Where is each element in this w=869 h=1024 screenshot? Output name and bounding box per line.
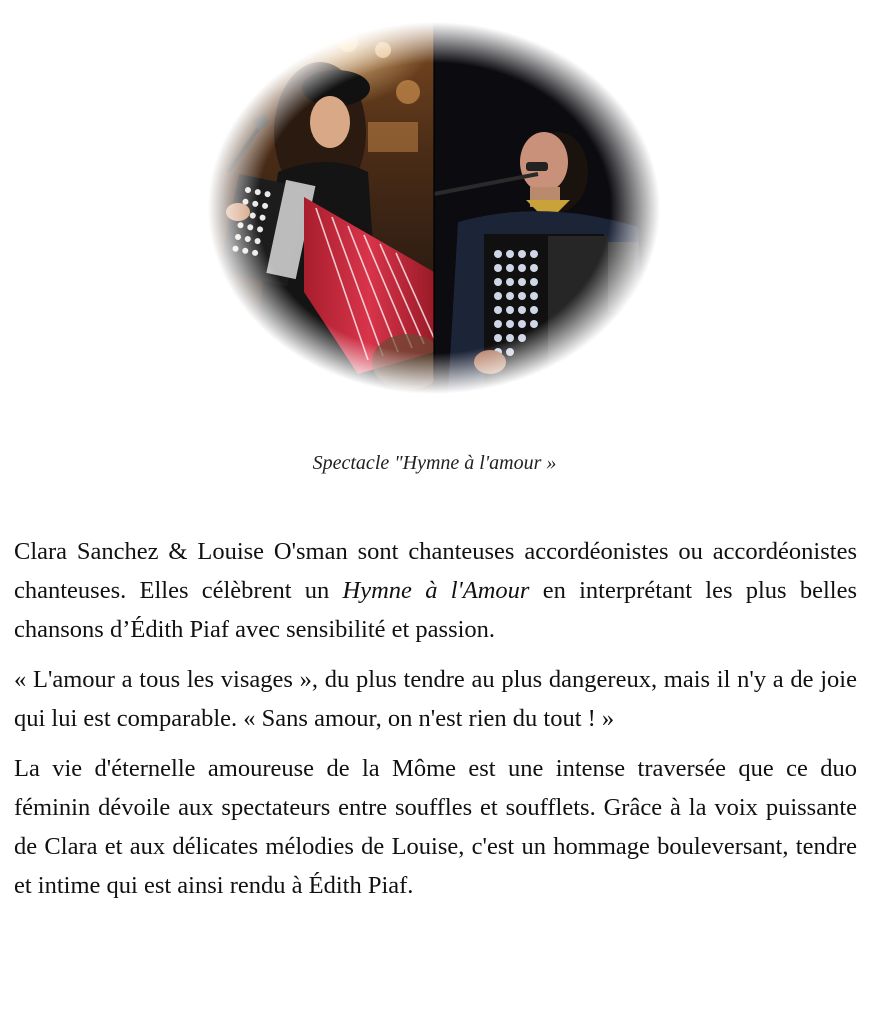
show-title: Hymne à l'Amour (342, 577, 530, 604)
article-body (14, 532, 857, 916)
paragraph-quote: « L'amour a tous les visages », du plus tendre au plus dangereux, mais il n'y a de joie qui lui est comparable. « Sans amour, on n'est rien du tout ! » (14, 666, 857, 732)
concert-photo (208, 22, 660, 394)
paragraph-intro (14, 532, 857, 649)
concert-photo-image (208, 22, 660, 394)
right-performer-photo (434, 22, 660, 394)
left-performer-photo (208, 22, 444, 394)
photo-caption: Spectacle "Hymne à l'amour » (312, 452, 557, 474)
intro-text-start: Clara Sanchez & Louise O'sman sont chanteuses accordéonistes ou accordéonistes chanteuses. Elles célèbrent un (14, 538, 857, 604)
paragraph-description: La vie d'éternelle amoureuse de la Môme est une intense traversée que ce duo féminin dévoile aux spectateurs entre souffles et soufflets. Grâce à la voix puissante de Clara et aux délicates mélodies de Louise, c'est un hommage bouleversant, tendre et intime qui est ainsi rendu à Édith Piaf. (14, 755, 857, 899)
intro-text-end: en interprétant les plus belles chansons d’Édith Piaf avec sensibilité et passion. (14, 577, 857, 643)
